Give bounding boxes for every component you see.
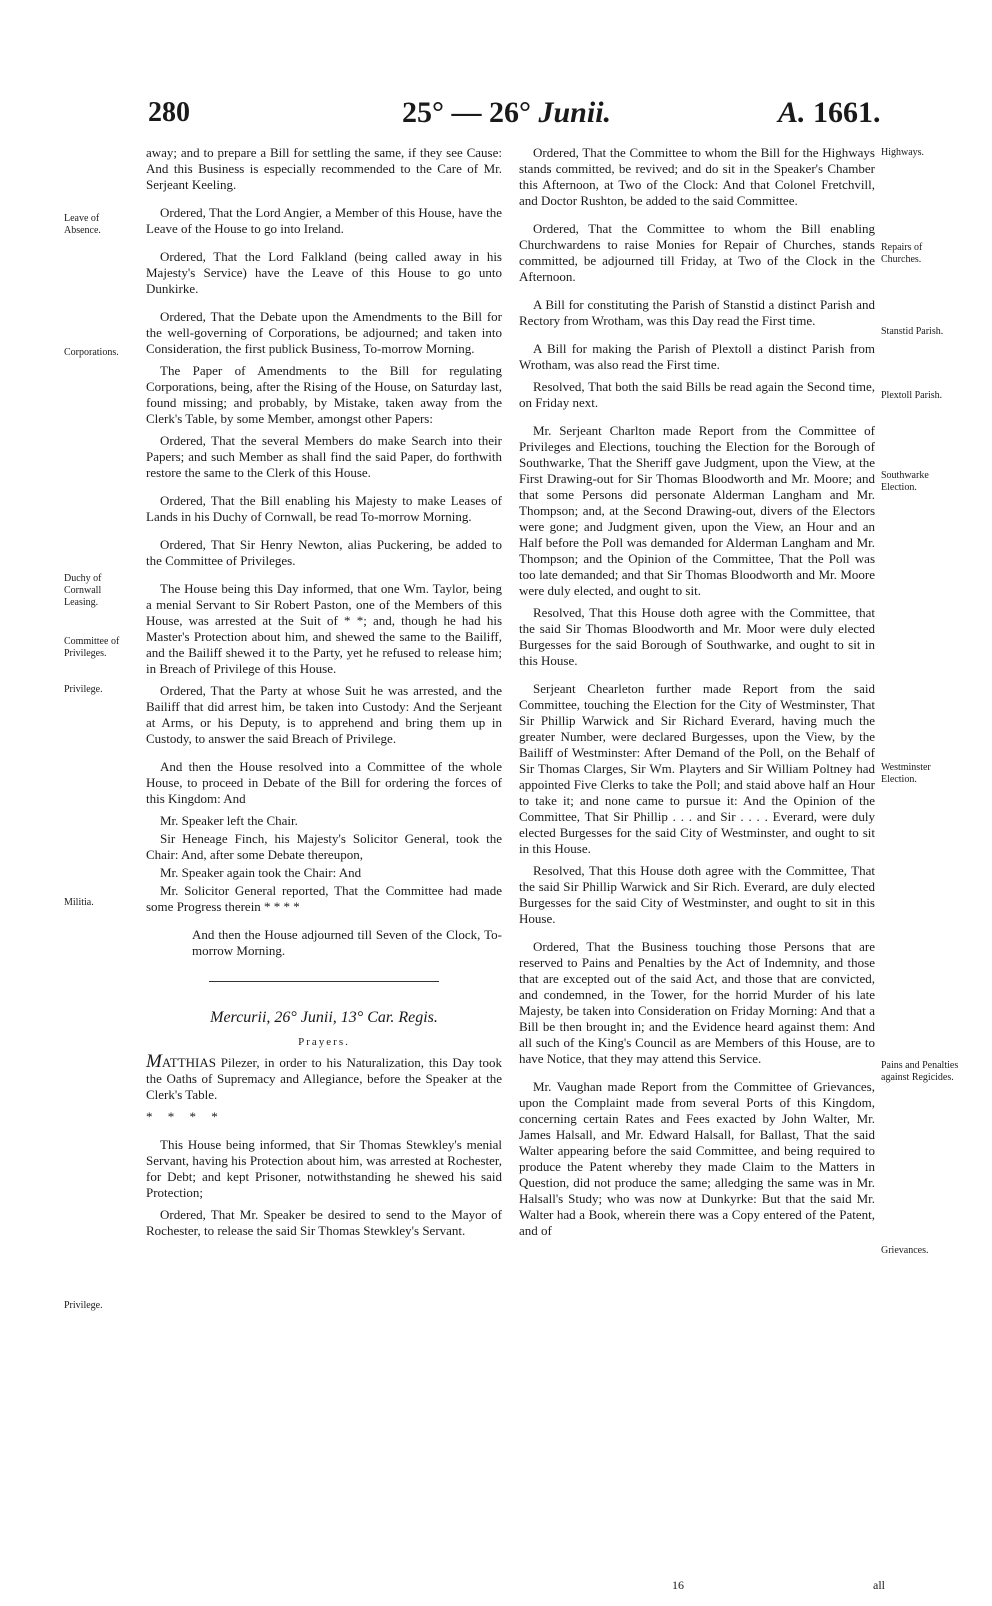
paragraph: Serjeant Chearleton further made Report from the said Committee, touching the Election for the City of Westminster, That Sir Phillip Warwick and Sir Richard Everard, having much the greater Number, were declared Burgesses, upon the View, by the Bailiff of Westminster: After Demand of the Poll, on the Behalf of Sir Thomas Clarges, Sir Wm. Playters and Sir William Poltney had appointed Five Clerks to take the Poll; and staid above half an Hour to take it; and none came to pursue it: And the Opinion of the Committee, That Sir Phillip . . . and Sir . . . . Everard, were duly elected Burgesses for the said City of Westminster, and ought to sit in this House. bbox=[519, 681, 875, 856]
left-column bbox=[146, 145, 502, 1245]
paragraph: Ordered, That Sir Henry Newton, alias Puckering, be added to the Committee of Privileges. bbox=[146, 537, 502, 568]
paragraph: And then the House resolved into a Committee of the whole House, to proceed in Debate of the Bill for ordering the forces of this Kingdom: And bbox=[146, 759, 502, 806]
margin-note-left: Corporations. bbox=[64, 347, 119, 358]
margin-note-left: Committee of Privileges. bbox=[64, 636, 120, 659]
year-value: 1661. bbox=[813, 96, 881, 129]
margin-note-right: Stanstid Parish. bbox=[881, 326, 944, 337]
margin-note-left: Militia. bbox=[64, 897, 94, 908]
paragraph: A Bill for constituting the Parish of Stanstid a distinct Parish and Rectory from Wrotham, was this Day read the First time. bbox=[519, 297, 875, 328]
paragraph: Ordered, That the Lord Falkland (being called away in his Majesty's Service) have the Leave of this House to go unto Dunkirke. bbox=[146, 249, 502, 296]
paragraph bbox=[146, 1051, 502, 1103]
section-divider bbox=[209, 981, 439, 982]
paragraph: Ordered, That the Party at whose Suit he was arrested, and the Bailiff that did arrest him, be taken into Custody: And the Serjeant at Arms, or his Deputy, is to apprehend and bring them up in Custody, to answer the said Breach of Privilege. bbox=[146, 683, 502, 746]
paragraph: Resolved, That both the said Bills be read again the Second time, on Friday next. bbox=[519, 379, 875, 410]
signature-mark: 16 bbox=[672, 1578, 684, 1592]
session-date: Mercurii, 26° Junii, 13° Car. Regis. bbox=[210, 1009, 438, 1026]
paragraph: The Paper of Amendments to the Bill for regulating Corporations, being, after the Rising of the House, on Saturday last, found missing; and probably, by Mistake, taken away from the Clerk's Table, by some Member, amongst other Papers: bbox=[146, 363, 502, 426]
paragraph: Ordered, That the Committee to whom the Bill enabling Churchwardens to raise Monies for Repair of Churches, stands committed, be adjourned till Friday, at Two of the Clock in the Afternoon. bbox=[519, 221, 875, 284]
paragraph: Mr. Speaker left the Chair. bbox=[160, 813, 298, 828]
paragraph: Mr. Speaker again took the Chair: And bbox=[160, 865, 362, 880]
margin-note-right: Grievances. bbox=[881, 1245, 929, 1256]
catchword: all bbox=[873, 1578, 885, 1592]
year-prefix: A. bbox=[778, 96, 806, 129]
margin-note-right: Highways. bbox=[881, 147, 925, 158]
title-month: Junii. bbox=[538, 96, 612, 129]
paragraph: A Bill for making the Parish of Plextoll a distinct Parish from Wrotham, was also read the First time. bbox=[519, 341, 875, 372]
margin-note-right: Pains and Penalties against Regicides. bbox=[881, 1060, 959, 1083]
paragraph: Sir Heneage Finch, his Majesty's Solicitor General, took the Chair: And, after some Debate thereupon, bbox=[146, 831, 502, 862]
paragraph-text: ATTHIAS Pilezer, in order to his Naturalization, this Day took the Oaths of Supremacy and Allegiance, before the Speaker at the Clerk's Table. bbox=[146, 1055, 502, 1102]
paragraph: Ordered, That Mr. Speaker be desired to send to the Mayor of Rochester, to release the said Sir Thomas Stewkley's Servant. bbox=[146, 1207, 502, 1238]
margin-note-left: Privilege. bbox=[64, 1300, 103, 1311]
paragraph: Ordered, That the Bill enabling his Majesty to make Leases of Lands in his Duchy of Cornwall, be read To-morrow Morning. bbox=[146, 493, 502, 524]
paragraph: Ordered, That the Debate upon the Amendments to the Bill for the well-governing of Corporations, be adjourned; and taken into Consideration, the first publick Business, To-morrow Morning. bbox=[146, 309, 502, 356]
paragraph: Resolved, That this House doth agree with the Committee, that the said Sir Thomas Bloodworth and Mr. Moor were duly elected Burgesses for the said Borough of Southwarke, and ought to sit in this House. bbox=[519, 605, 875, 668]
margin-note-left: Privilege. bbox=[64, 684, 103, 695]
paragraph: Mr. Vaughan made Report from the Committee of Grievances, upon the Complaint made from several Ports of this Kingdom, concerning certain Rates and Fees exacted by John Walter, Mr. James Halsall, and Mr. Edward Halsall, for Ballast, That the said Walter appearing before the said Committee, and being required to produce the Patent whereby they made Claim to the Matters in Question, did not produce the same; alledging the same was in Mr. Halsall's Study; who was now at Dunkyrke: But that the said Mr. Walter had a Book, wherein there was a Copy entered of the Patent, and of bbox=[519, 1079, 875, 1238]
paragraph: The House being this Day informed, that one Wm. Taylor, being a menial Servant to Sir Robert Paston, one of the Members of this House, was arrested at the Suit of * *; and, though he had his Master's Protection about him, and shewed the same to the Bailiff, and the Bailiff shewed it to the Party, yet he refused to release him; in Breach of Privilege of this House. bbox=[146, 581, 502, 676]
omission-stars: * * * * bbox=[146, 1109, 224, 1124]
page-number: 280 bbox=[148, 97, 190, 128]
paragraph: Ordered, That the several Members do make Search into their Papers; and such Member as shall find the said Paper, do forthwith restore the same to the Clerk of this House. bbox=[146, 433, 502, 480]
drop-capital: M bbox=[146, 1051, 162, 1072]
paragraph: Mr. Solicitor General reported, That the Committee had made some Progress therein * * * * bbox=[146, 883, 502, 914]
title-dates: 25° — 26° bbox=[402, 96, 539, 129]
right-column bbox=[519, 145, 875, 1245]
paragraph: Resolved, That this House doth agree with the Committee, That the said Sir Phillip Warwick and Sir Rich. Everard, are duly elected Burgesses for the said City of Westminster, and ought to sit in this House. bbox=[519, 863, 875, 926]
paragraph: And then the House adjourned till Seven of the Clock, To-morrow Morning. bbox=[192, 927, 502, 958]
paragraph: Ordered, That the Committee to whom the Bill for the Highways stands committed, be revived; and do sit in the Speaker's Chamber this Afternoon, at Two of the Clock: And that Colonel Fretchvill, and Doctor Rushton, be added to the said Committee. bbox=[519, 145, 875, 208]
paragraph: This House being informed, that Sir Thomas Stewkley's menial Servant, having his Protection about him, was arrested at Rochester, for Debt; and kept Prisoner, notwithstanding he shewed his said Protection; bbox=[146, 1137, 502, 1200]
paragraph: away; and to prepare a Bill for settling the same, if they see Cause: And this Business is especially recommended to the Care of Mr. Serjeant Keeling. bbox=[146, 145, 502, 192]
paragraph: Mr. Serjeant Charlton made Report from the Committee of Privileges and Elections, touching the Election for the Borough of Southwarke, That the Sheriff gave Judgment, upon the View, at the First Drawing-out for Sir Thomas Bloodworth and Mr. Moore; and that some Persons did personate Alderman Langham and Mr. Thompson; and, at the Second Drawing-out, divers of the Electors were gone; and Judgment given, upon the View, an Hour and an Half before the Poll was demanded for Alderman Langham and Mr. Thompson; and the Opinion of the Committee, That the Poll was too late demanded; and that Sir Thomas Bloodworth and Mr. Moore were duly elected, and ought to sit. bbox=[519, 423, 875, 598]
margin-note-right: Repairs of Churches. bbox=[881, 242, 923, 265]
margin-note-left: Leave of Absence. bbox=[64, 213, 101, 236]
margin-note-right: Southwarke Election. bbox=[881, 470, 929, 493]
page-year bbox=[778, 96, 881, 130]
paragraph: Ordered, That the Lord Angier, a Member of this House, have the Leave of the House to go into Ireland. bbox=[146, 205, 502, 236]
margin-note-right: Westminster Election. bbox=[881, 762, 931, 785]
page-title bbox=[402, 96, 611, 130]
paragraph: Ordered, That the Business touching those Persons that are reserved to Pains and Penalties by the Act of Indemnity, and those that are excepted out of the said Act, and those that are convicted, and condemned, in the Tower, for the horrid Murder of his late Majesty, be taken into Consideration on Friday Morning: And that a Bill be then brought in; and the Evidence heard against them: And all such of the King's Council as are Members of this House, are to have Notice, that they may attend this Service. bbox=[519, 939, 875, 1066]
margin-note-right: Plextoll Parish. bbox=[881, 390, 943, 401]
prayers-heading: Prayers. bbox=[298, 1036, 350, 1048]
margin-note-left: Duchy of Cornwall Leasing. bbox=[64, 573, 102, 608]
